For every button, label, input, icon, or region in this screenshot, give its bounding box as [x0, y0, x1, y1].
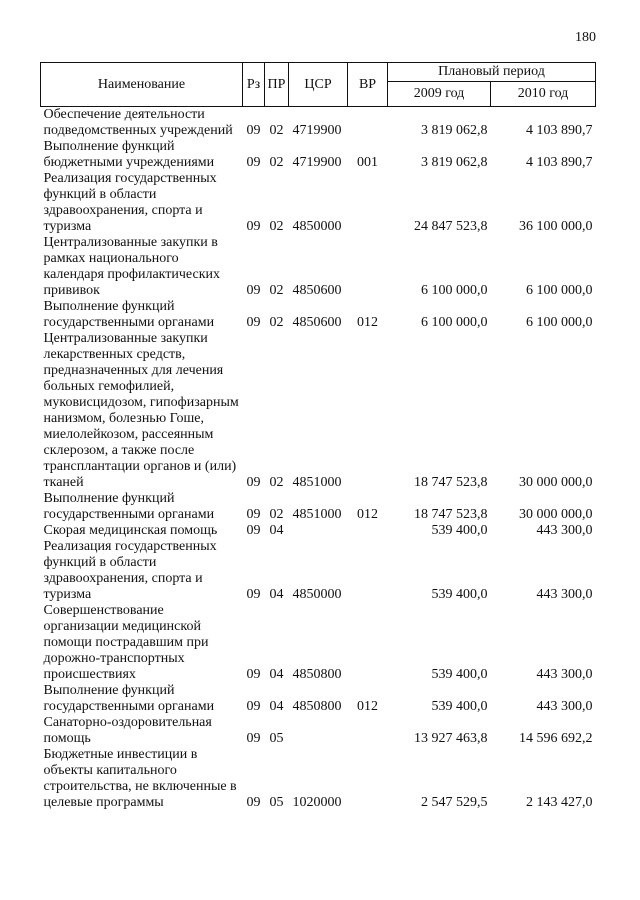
- row-name-line: Совершенствование: [43, 603, 164, 618]
- table-row: [41, 491, 596, 523]
- row-csr: 4851000: [292, 507, 342, 522]
- row-name-line: больных гемофилией,: [43, 379, 175, 394]
- row-vr: [348, 747, 388, 811]
- row-vr: [348, 331, 388, 491]
- row-name: [41, 491, 243, 523]
- row-value-2009: 18 747 523,8: [414, 475, 488, 490]
- row-rz: 09: [246, 667, 261, 682]
- row-name-line: туризма: [43, 219, 92, 234]
- row-value-2009: 18 747 523,8: [414, 507, 488, 522]
- row-csr: 4850600: [292, 315, 342, 330]
- table-header: [41, 63, 596, 107]
- row-name-line: строительства, не включенные в: [43, 779, 237, 794]
- row-pr: 04: [269, 587, 284, 602]
- table-row: [41, 235, 596, 299]
- row-name-line: прививок: [43, 283, 100, 298]
- row-rz: 09: [246, 523, 261, 538]
- row-value-2009: 6 100 000,0: [421, 315, 488, 330]
- row-pr: 02: [269, 155, 284, 170]
- row-value-2009: 13 927 463,8: [414, 731, 488, 746]
- row-name-line: дорожно-транспортных: [43, 651, 185, 666]
- table-row: [41, 539, 596, 603]
- row-name: [41, 715, 243, 747]
- header-csr: ЦСР: [289, 63, 348, 107]
- row-name-line: тканей: [43, 475, 84, 490]
- header-planning-period: Плановый период: [388, 63, 596, 82]
- row-pr: 04: [269, 523, 284, 538]
- row-csr: [289, 523, 348, 539]
- row-value-2010: 36 100 000,0: [519, 219, 593, 234]
- row-value-2010: 4 103 890,7: [526, 155, 593, 170]
- row-name: [41, 235, 243, 299]
- row-name-line: рамках национального: [43, 251, 179, 266]
- row-name: [41, 603, 243, 683]
- row-name-line: помощи пострадавшим при: [43, 635, 209, 650]
- row-value-2009: 3 819 062,8: [421, 155, 488, 170]
- row-name-line: здравоохранения, спорта и: [43, 571, 203, 586]
- row-name-line: целевые программы: [43, 795, 164, 810]
- row-name-line: объекты капитального: [43, 763, 177, 778]
- row-vr: [348, 171, 388, 235]
- row-name: [41, 523, 243, 539]
- row-name-line: Обеспечение деятельности: [43, 107, 205, 122]
- row-value-2010: 443 300,0: [536, 699, 593, 714]
- row-rz: 09: [246, 795, 261, 810]
- table-body: [41, 107, 596, 812]
- row-name-line: происшествиях: [43, 667, 136, 682]
- row-pr: 04: [269, 699, 284, 714]
- row-name-line: Выполнение функций: [43, 683, 175, 698]
- row-name-line: функций в области: [43, 555, 157, 570]
- row-value-2010: 6 100 000,0: [526, 315, 593, 330]
- row-name-line: Централизованные закупки: [43, 331, 208, 346]
- table-row: [41, 747, 596, 811]
- row-pr: 02: [269, 283, 284, 298]
- table-row: [41, 139, 596, 171]
- row-name: [41, 107, 243, 140]
- row-name: [41, 331, 243, 491]
- table-row: [41, 107, 596, 140]
- row-value-2010: 443 300,0: [536, 667, 593, 682]
- row-pr: 05: [269, 731, 284, 746]
- row-value-2009: 24 847 523,8: [414, 219, 488, 234]
- row-value-2010: 30 000 000,0: [519, 507, 593, 522]
- row-name: [41, 539, 243, 603]
- row-name-line: подведомственных учреждений: [43, 123, 233, 138]
- row-value-2010: 443 300,0: [536, 587, 593, 602]
- row-vr: [348, 603, 388, 683]
- row-pr: 02: [269, 123, 284, 138]
- row-rz: 09: [246, 731, 261, 746]
- row-rz: 09: [246, 475, 261, 490]
- row-name-line: Реализация государственных: [43, 171, 217, 186]
- row-name: [41, 299, 243, 331]
- row-vr: [348, 235, 388, 299]
- table-row: [41, 603, 596, 683]
- row-name: [41, 747, 243, 811]
- row-name-line: функций в области: [43, 187, 157, 202]
- row-csr: 4850800: [292, 699, 342, 714]
- row-name-line: Скорая медицинская помощь: [43, 523, 218, 538]
- row-name-line: здравоохранения, спорта и: [43, 203, 203, 218]
- table-row: [41, 331, 596, 491]
- row-value-2010: 30 000 000,0: [519, 475, 593, 490]
- row-name-line: предназначенных для лечения: [43, 363, 224, 378]
- row-csr: 4850800: [292, 667, 342, 682]
- row-csr: 4850600: [292, 283, 342, 298]
- row-pr: 05: [269, 795, 284, 810]
- row-value-2009: 6 100 000,0: [421, 283, 488, 298]
- row-value-2009: 3 819 062,8: [421, 123, 488, 138]
- row-name-line: Выполнение функций: [43, 299, 175, 314]
- row-pr: 02: [269, 315, 284, 330]
- row-csr: 4851000: [292, 475, 342, 490]
- row-vr: 001: [357, 155, 378, 170]
- row-rz: 09: [246, 507, 261, 522]
- row-rz: 09: [246, 699, 261, 714]
- row-value-2009: 539 400,0: [431, 523, 488, 538]
- table-row: [41, 171, 596, 235]
- table-row: [41, 299, 596, 331]
- row-vr: [348, 539, 388, 603]
- row-rz: 09: [246, 283, 261, 298]
- row-csr: 4719900: [292, 123, 342, 138]
- row-name-line: Выполнение функций: [43, 491, 175, 506]
- row-name: [41, 171, 243, 235]
- row-value-2010: 2 143 427,0: [526, 795, 593, 810]
- row-pr: 02: [269, 507, 284, 522]
- table-row: [41, 683, 596, 715]
- row-rz: 09: [246, 123, 261, 138]
- table-row: [41, 523, 596, 539]
- row-name-line: бюджетными учреждениями: [43, 155, 215, 170]
- row-name-line: Выполнение функций: [43, 139, 175, 154]
- row-csr: 4850000: [292, 219, 342, 234]
- budget-table: [40, 62, 596, 811]
- table-row: [41, 715, 596, 747]
- header-rz: Рз: [243, 63, 265, 107]
- row-pr: 02: [269, 219, 284, 234]
- row-pr: 04: [269, 667, 284, 682]
- row-name-line: Централизованные закупки в: [43, 235, 218, 250]
- row-value-2009: 539 400,0: [431, 699, 488, 714]
- row-value-2009: 539 400,0: [431, 587, 488, 602]
- row-value-2010: 6 100 000,0: [526, 283, 593, 298]
- row-vr: 012: [357, 315, 378, 330]
- row-name-line: государственными органами: [43, 315, 215, 330]
- row-csr: 4850000: [292, 587, 342, 602]
- row-vr: 012: [357, 699, 378, 714]
- row-name-line: лекарственных средств,: [43, 347, 186, 362]
- row-name-line: государственными органами: [43, 507, 215, 522]
- row-vr: [348, 107, 388, 140]
- row-rz: 09: [246, 315, 261, 330]
- row-name-line: муковисцидозом, гипофизарным: [43, 395, 239, 410]
- row-name-line: склерозом, а также после: [43, 443, 195, 458]
- row-csr: [289, 715, 348, 747]
- row-pr: 02: [269, 475, 284, 490]
- row-name: [41, 139, 243, 171]
- row-rz: 09: [246, 587, 261, 602]
- row-value-2010: 14 596 692,2: [519, 731, 593, 746]
- row-vr: [348, 715, 388, 747]
- row-name-line: календаря профилактических: [43, 267, 220, 282]
- row-name-line: Бюджетные инвестиции в: [43, 747, 198, 762]
- row-rz: 09: [246, 155, 261, 170]
- row-name-line: трансплантации органов и (или): [43, 459, 237, 474]
- header-name: Наименование: [41, 63, 243, 107]
- row-vr: 012: [357, 507, 378, 522]
- header-year-2010: 2010 год: [491, 82, 596, 107]
- row-name: [41, 683, 243, 715]
- row-name-line: Реализация государственных: [43, 539, 217, 554]
- row-value-2009: 539 400,0: [431, 667, 488, 682]
- header-pr: ПР: [265, 63, 289, 107]
- row-name-line: организации медицинской: [43, 619, 201, 634]
- row-name-line: миелолейкозом, рассеянным: [43, 427, 214, 442]
- row-csr: 1020000: [292, 795, 342, 810]
- row-name-line: Санаторно-оздоровительная: [43, 715, 212, 730]
- row-name-line: туризма: [43, 587, 92, 602]
- header-year-2009: 2009 год: [388, 82, 491, 107]
- header-vr: ВР: [348, 63, 388, 107]
- row-value-2010: 443 300,0: [536, 523, 593, 538]
- row-name-line: помощь: [43, 731, 91, 746]
- row-name-line: нанизмом, болезнью Гоше,: [43, 411, 205, 426]
- row-csr: 4719900: [292, 155, 342, 170]
- row-vr: [348, 523, 388, 539]
- row-value-2010: 4 103 890,7: [526, 123, 593, 138]
- row-name-line: государственными органами: [43, 699, 215, 714]
- page-number: 180: [575, 30, 596, 45]
- row-rz: 09: [246, 219, 261, 234]
- row-value-2009: 2 547 529,5: [421, 795, 488, 810]
